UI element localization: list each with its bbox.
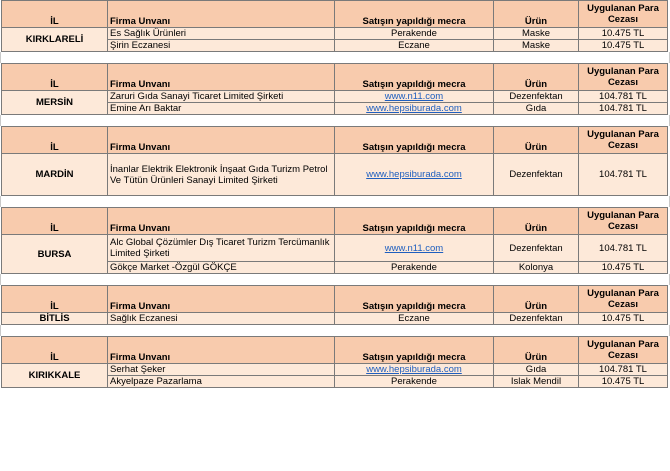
header-firma: Firma Unvanı xyxy=(108,1,335,28)
header-firma: Firma Unvanı xyxy=(108,127,335,154)
city-block xyxy=(1,285,667,325)
ceza-cell: 10.475 TL xyxy=(579,28,668,40)
header-urun: Ürün xyxy=(494,208,579,235)
city-block xyxy=(1,207,667,274)
header-ceza: Uygulanan Para Cezası xyxy=(579,1,668,28)
header-mecra: Satışın yapıldığı mecra xyxy=(335,64,494,91)
header-ceza: Uygulanan Para Cezası xyxy=(579,208,668,235)
header-mecra: Satışın yapıldığı mecra xyxy=(335,1,494,28)
table-row xyxy=(2,313,668,325)
city-block xyxy=(1,126,667,196)
header-urun: Ürün xyxy=(494,64,579,91)
block-spacer xyxy=(0,325,670,336)
firma-cell: Gökçe Market -Özgül GÖKÇE xyxy=(108,262,335,274)
mecra-cell xyxy=(335,235,494,262)
firma-cell: Sağlık Eczanesi xyxy=(108,313,335,325)
table-row xyxy=(2,235,668,262)
header-il: İL xyxy=(2,208,108,235)
city-table xyxy=(1,285,668,325)
header-firma: Firma Unvanı xyxy=(108,64,335,91)
firma-cell: Zaruri Gıda Sanayi Ticaret Limited Şirketi xyxy=(108,91,335,103)
urun-cell: Islak Mendil xyxy=(494,376,579,388)
header-urun: Ürün xyxy=(494,1,579,28)
firma-cell: Alc Global Çözümler Dış Ticaret Turizm Tercümanlık Limited Şirketi xyxy=(108,235,335,262)
mecra-cell xyxy=(335,91,494,103)
header-mecra: Satışın yapıldığı mecra xyxy=(335,208,494,235)
mecra-cell: Eczane xyxy=(335,313,494,325)
city-cell: BURSA xyxy=(2,235,108,274)
header-il: İL xyxy=(2,286,108,313)
header-mecra: Satışın yapıldığı mecra xyxy=(335,337,494,364)
ceza-cell: 104.781 TL xyxy=(579,91,668,103)
mecra-link[interactable]: www.n11.com xyxy=(384,242,444,254)
urun-cell: Gıda xyxy=(494,103,579,115)
ceza-cell: 104.781 TL xyxy=(579,364,668,376)
table-row xyxy=(2,91,668,103)
mecra-cell xyxy=(335,154,494,196)
firma-cell: Serhat Şeker xyxy=(108,364,335,376)
urun-cell: Maske xyxy=(494,40,579,52)
header-ceza: Uygulanan Para Cezası xyxy=(579,337,668,364)
ceza-cell: 10.475 TL xyxy=(579,262,668,274)
mecra-link[interactable]: www.hepsiburada.com xyxy=(366,364,462,375)
block-spacer xyxy=(0,196,670,207)
urun-cell: Dezenfektan xyxy=(494,235,579,262)
ceza-cell: 10.475 TL xyxy=(579,40,668,52)
mecra-link[interactable]: www.hepsiburada.com xyxy=(366,103,462,114)
ceza-cell: 10.475 TL xyxy=(579,313,668,325)
header-il: İL xyxy=(2,1,108,28)
header-firma: Firma Unvanı xyxy=(108,208,335,235)
city-block xyxy=(1,0,667,52)
mecra-cell: Perakende xyxy=(335,262,494,274)
city-cell: KIRIKKALE xyxy=(2,364,108,388)
header-row xyxy=(2,208,668,235)
ceza-cell: 104.781 TL xyxy=(579,235,668,262)
header-row xyxy=(2,286,668,313)
header-il: İL xyxy=(2,337,108,364)
header-firma: Firma Unvanı xyxy=(108,286,335,313)
ceza-cell: 10.475 TL xyxy=(579,376,668,388)
header-firma: Firma Unvanı xyxy=(108,337,335,364)
header-row xyxy=(2,1,668,28)
table-row xyxy=(2,364,668,376)
header-urun: Ürün xyxy=(494,127,579,154)
header-il: İL xyxy=(2,127,108,154)
block-spacer xyxy=(0,274,670,285)
mecra-cell: Perakende xyxy=(335,28,494,40)
mecra-cell: Perakende xyxy=(335,376,494,388)
city-cell: BİTLİS xyxy=(2,313,108,325)
mecra-link[interactable]: www.hepsiburada.com xyxy=(366,169,462,180)
header-mecra: Satışın yapıldığı mecra xyxy=(335,286,494,313)
urun-cell: Dezenfektan xyxy=(494,313,579,325)
urun-cell: Gıda xyxy=(494,364,579,376)
firma-cell: Emine Arı Baktar xyxy=(108,103,335,115)
mecra-cell xyxy=(335,103,494,115)
table-row xyxy=(2,28,668,40)
mecra-cell: Eczane xyxy=(335,40,494,52)
header-row xyxy=(2,127,668,154)
firma-cell: İnanlar Elektrik Elektronik İnşaat Gıda Turizm Petrol Ve Tütün Ürünleri Sanayi Limited Şirketi xyxy=(108,154,335,196)
urun-cell: Maske xyxy=(494,28,579,40)
city-table xyxy=(1,207,668,274)
firma-cell: Şirin Eczanesi xyxy=(108,40,335,52)
firma-cell: Es Sağlık Ürünleri xyxy=(108,28,335,40)
header-urun: Ürün xyxy=(494,337,579,364)
block-spacer xyxy=(0,52,670,63)
mecra-cell xyxy=(335,364,494,376)
urun-cell: Dezenfektan xyxy=(494,154,579,196)
urun-cell: Dezenfektan xyxy=(494,91,579,103)
header-urun: Ürün xyxy=(494,286,579,313)
block-spacer xyxy=(0,115,670,126)
city-table xyxy=(1,126,668,196)
firma-cell: Akyelpaze Pazarlama xyxy=(108,376,335,388)
ceza-cell: 104.781 TL xyxy=(579,154,668,196)
table-row xyxy=(2,154,668,196)
header-ceza: Uygulanan Para Cezası xyxy=(579,286,668,313)
city-block xyxy=(1,336,667,388)
header-ceza: Uygulanan Para Cezası xyxy=(579,127,668,154)
city-table xyxy=(1,63,668,115)
city-cell: MARDİN xyxy=(2,154,108,196)
header-mecra: Satışın yapıldığı mecra xyxy=(335,127,494,154)
urun-cell: Kolonya xyxy=(494,262,579,274)
city-cell: MERSİN xyxy=(2,91,108,115)
header-ceza: Uygulanan Para Cezası xyxy=(579,64,668,91)
header-il: İL xyxy=(2,64,108,91)
header-row xyxy=(2,64,668,91)
city-cell: KIRKLARELİ xyxy=(2,28,108,52)
mecra-link[interactable]: www.n11.com xyxy=(384,91,444,102)
city-table xyxy=(1,336,668,388)
ceza-cell: 104.781 TL xyxy=(579,103,668,115)
city-table xyxy=(1,0,668,52)
header-row xyxy=(2,337,668,364)
city-block xyxy=(1,63,667,115)
